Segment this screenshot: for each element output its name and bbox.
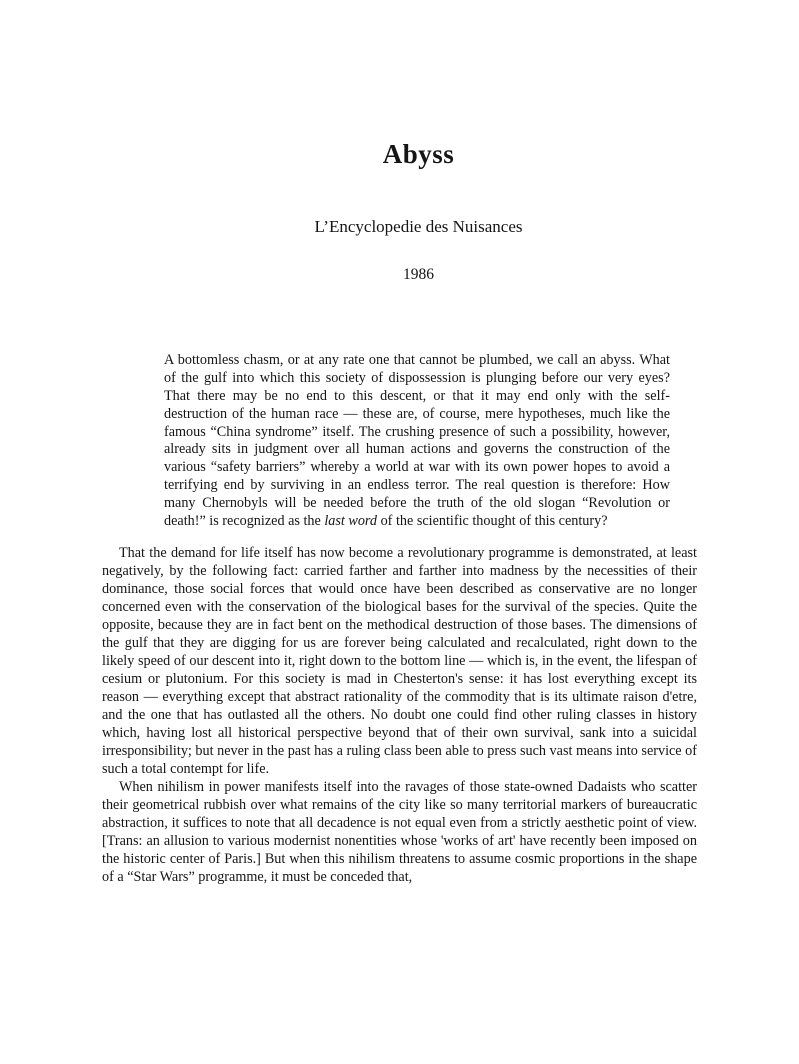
title-block (121, 140, 716, 284)
paragraph: When nihilism in power manifests itself into the ravages of those state-owned Dadaists who scatter their geometrical rubbish over what remains of the city like so many territorial markers of bureaucratic abstraction, it suffices to note that all decadence is not equal even from a strictly aesthetic point of view. [Trans: an allusion to various modernist nonentities whose 'works of art' have recently been imposed on the historic center of Paris.] But when this nihilism threatens to assume cosmic proportions in the shape of a “Star Wars” programme, it must be conceded that, (102, 779, 697, 886)
paragraph: That the demand for life itself has now become a revolutionary programme is demonstrated, at least negatively, by the following fact: carried farther and farther into madness by the necessities of their dominance, those social forces that would once have been described as conservative are no longer concerned even with the conservation of the biological bases for the survival of the species. Quite the opposite, because they are in fact bent on the methodical destruction of those bases. The dimensions of the gulf that they are digging for us are forever being calculated and recalculated, right down to the likely speed of our descent into it, right down to the bottom line — which is, in the event, the lifespan of cesium or plutonium. For this society is mad in Chesterton's sense: it has lost everything except its reason — everything except that abstract rationality of the commodity that is its ultimate raison d'etre, and the one that has outlasted all the others. No doubt one could find other ruling classes in history which, having lost all historical perspective beyond that of their own survival, sank into a suicidal irresponsibility; but never in the past has a ruling class been able to press such vast means into service of such a total contempt for life. (102, 545, 697, 778)
epigraph-italic-phrase: last word (324, 512, 378, 529)
page-title: Abyss (382, 139, 455, 169)
author-line: L’Encyclopedie des Nuisances (314, 217, 523, 237)
body-text (102, 544, 697, 886)
epigraph-blockquote (164, 352, 670, 530)
epigraph-text-end: of the scientific thought of this century? (377, 512, 608, 529)
epigraph-text-start: A bottomless chasm, or at any rate one that cannot be plumbed, we call an abyss. What of the gulf into which this society of dispossession is plunging before our very eyes? That there may be no end to this descent, or that it may end only with the self-destruction of the human race — these are, of course, mere hypotheses, much like the famous “China syndrome” itself. The crushing presence of such a possibility, however, already sits in judgment over all human actions and governs the construction of the various “safety barriers” whereby a world at war with its own power hopes to avoid a terrifying end by surviving in an endless terror. The real question is therefore: How many Chernobyls will be needed before the truth of the old slogan “Revolution or death!” is recognized as the (164, 352, 670, 529)
year-line: 1986 (403, 265, 434, 283)
